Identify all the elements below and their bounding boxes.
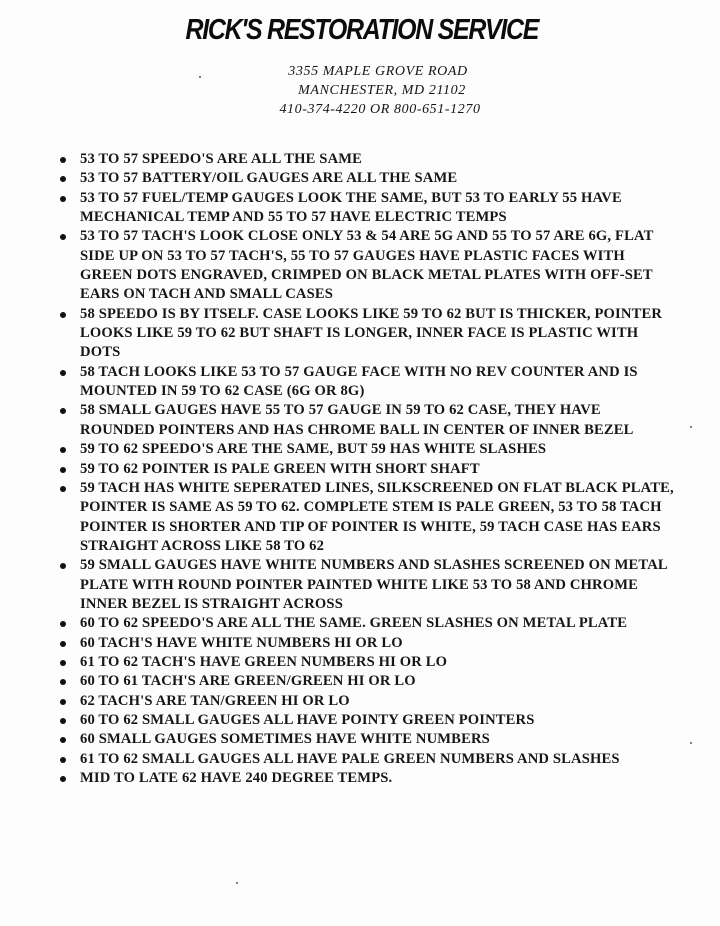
bullet-dot-icon xyxy=(60,621,66,627)
bullet-dot-icon xyxy=(60,776,66,782)
address-block xyxy=(0,62,720,119)
list-item xyxy=(60,479,678,556)
list-item-text: 53 TO 57 FUEL/TEMP GAUGES LOOK THE SAME, BUT 53 TO EARLY 55 HAVE MECHANICAL TEMP AND 55 TO 57 HAVE ELECTRIC TEMPS xyxy=(80,189,622,226)
bullet-dot-icon xyxy=(60,699,66,705)
bullet-dot-icon xyxy=(60,408,66,414)
list-item xyxy=(60,169,678,188)
list-item xyxy=(60,634,678,653)
list-item xyxy=(60,730,678,749)
list-item xyxy=(60,769,678,788)
list-item xyxy=(60,440,678,459)
list-item-text: 60 TACH'S HAVE WHITE NUMBERS HI OR LO xyxy=(80,634,403,651)
list-item-text: 53 TO 57 BATTERY/OIL GAUGES ARE ALL THE SAME xyxy=(80,170,458,187)
bullet-dot-icon xyxy=(60,157,66,163)
list-item xyxy=(60,305,678,363)
street-address: 3355 MAPLE GROVE ROAD xyxy=(288,64,468,79)
phone-numbers: 410-374-4220 OR 800-651-1270 xyxy=(279,102,481,117)
bullet-dot-icon xyxy=(60,737,66,743)
list-item-text: 59 TO 62 POINTER IS PALE GREEN WITH SHORT SHAFT xyxy=(80,460,480,477)
bullet-dot-icon xyxy=(60,679,66,685)
list-item-text: 60 TO 62 SPEEDO'S ARE ALL THE SAME. GREEN SLASHES ON METAL PLATE xyxy=(80,615,628,632)
list-item xyxy=(60,189,678,228)
bullet-dot-icon xyxy=(60,196,66,202)
list-item xyxy=(60,711,678,730)
list-item-text: 59 SMALL GAUGES HAVE WHITE NUMBERS AND SLASHES SCREENED ON METAL PLATE WITH ROUND POINTER PAINTED WHITE LIKE 53 TO 58 AND CHROME INNER BEZEL IS STRAIGHT ACROSS xyxy=(80,557,667,612)
bullet-dot-icon xyxy=(60,467,66,473)
list-item xyxy=(60,692,678,711)
bullet-dot-icon xyxy=(60,486,66,492)
notes-list xyxy=(60,150,678,788)
list-item-text: 53 TO 57 SPEEDO'S ARE ALL THE SAME xyxy=(80,151,363,167)
list-item xyxy=(60,672,678,691)
list-item-text: 61 TO 62 TACH'S HAVE GREEN NUMBERS HI OR LO xyxy=(80,653,448,670)
list-item xyxy=(60,150,678,169)
list-item xyxy=(60,653,678,672)
bullet-dot-icon xyxy=(60,176,66,182)
list-item-text: 59 TO 62 SPEEDO'S ARE THE SAME, BUT 59 HAS WHITE SLASHES xyxy=(80,441,547,458)
list-item xyxy=(60,614,678,633)
bullet-dot-icon xyxy=(60,641,66,647)
list-item-text: 53 TO 57 TACH'S LOOK CLOSE ONLY 53 & 54 ARE 5G AND 55 TO 57 ARE 6G, FLAT SIDE UP ON 53 TO 57 TACH'S, 55 TO 57 GAUGES HAVE PLASTIC FACES WITH GREEN DOTS ENGRAVED, CRIMPED ON BLACK METAL PLATES WITH OFF-SET EARS ON TACH AND SMALL CASES xyxy=(80,228,654,303)
bullet-dot-icon xyxy=(60,447,66,453)
list-item xyxy=(60,460,678,479)
city-state-zip: MANCHESTER, MD 21102 xyxy=(298,83,466,98)
list-item-text: 61 TO 62 SMALL GAUGES ALL HAVE PALE GREEN NUMBERS AND SLASHES xyxy=(80,750,620,767)
list-item xyxy=(60,227,678,304)
list-item-text: 62 TACH'S ARE TAN/GREEN HI OR LO xyxy=(80,692,350,709)
list-item-text: 59 TACH HAS WHITE SEPERATED LINES, SILKSCREENED ON FLAT BLACK PLATE, POINTER IS SAME AS 59 TO 62. COMPLETE STEM IS PALE GREEN, 53 TO 58 TACH POINTER IS SHORTER AND TIP OF POINTER IS WHITE, 59 TACH CASE HAS EARS STRAIGHT ACROSS LIKE 58 TO 62 xyxy=(80,479,674,554)
bullet-dot-icon xyxy=(60,757,66,763)
list-item-text: 58 SPEEDO IS BY ITSELF. CASE LOOKS LIKE 59 TO 62 BUT IS THICKER, POINTER LOOKS LIKE 59 TO 62 BUT SHAFT IS LONGER, INNER FACE IS PLASTIC WITH DOTS xyxy=(80,305,663,361)
list-item xyxy=(60,750,678,769)
bullet-dot-icon xyxy=(60,234,66,240)
list-item xyxy=(60,363,678,402)
list-item-text: 60 TO 62 SMALL GAUGES ALL HAVE POINTY GREEN POINTERS xyxy=(80,711,535,728)
list-item-text: 60 TO 61 TACH'S ARE GREEN/GREEN HI OR LO xyxy=(80,673,416,690)
scan-speck xyxy=(690,742,692,744)
list-item-text: 60 SMALL GAUGES SOMETIMES HAVE WHITE NUMBERS xyxy=(80,731,490,748)
scan-speck xyxy=(199,76,201,78)
scan-speck xyxy=(236,882,238,884)
bullet-dot-icon xyxy=(60,718,66,724)
list-item xyxy=(60,556,678,614)
scan-speck xyxy=(690,426,692,428)
company-name: RICK'S RESTORATION SERVICE xyxy=(185,14,539,46)
bullet-dot-icon xyxy=(60,660,66,666)
list-item-text: 58 TACH LOOKS LIKE 53 TO 57 GAUGE FACE WITH NO REV COUNTER AND IS MOUNTED IN 59 TO 62 CASE (6G OR 8G) xyxy=(80,363,638,400)
bullet-dot-icon xyxy=(60,312,66,318)
bullet-dot-icon xyxy=(60,563,66,569)
list-item xyxy=(60,401,678,440)
list-item-text: 58 SMALL GAUGES HAVE 55 TO 57 GAUGE IN 59 TO 62 CASE, THEY HAVE ROUNDED POINTERS AND HAS CHROME BALL IN CENTER OF INNER BEZEL xyxy=(80,402,634,438)
bullet-dot-icon xyxy=(60,370,66,376)
list-item-text: MID TO LATE 62 HAVE 240 DEGREE TEMPS. xyxy=(80,770,393,786)
